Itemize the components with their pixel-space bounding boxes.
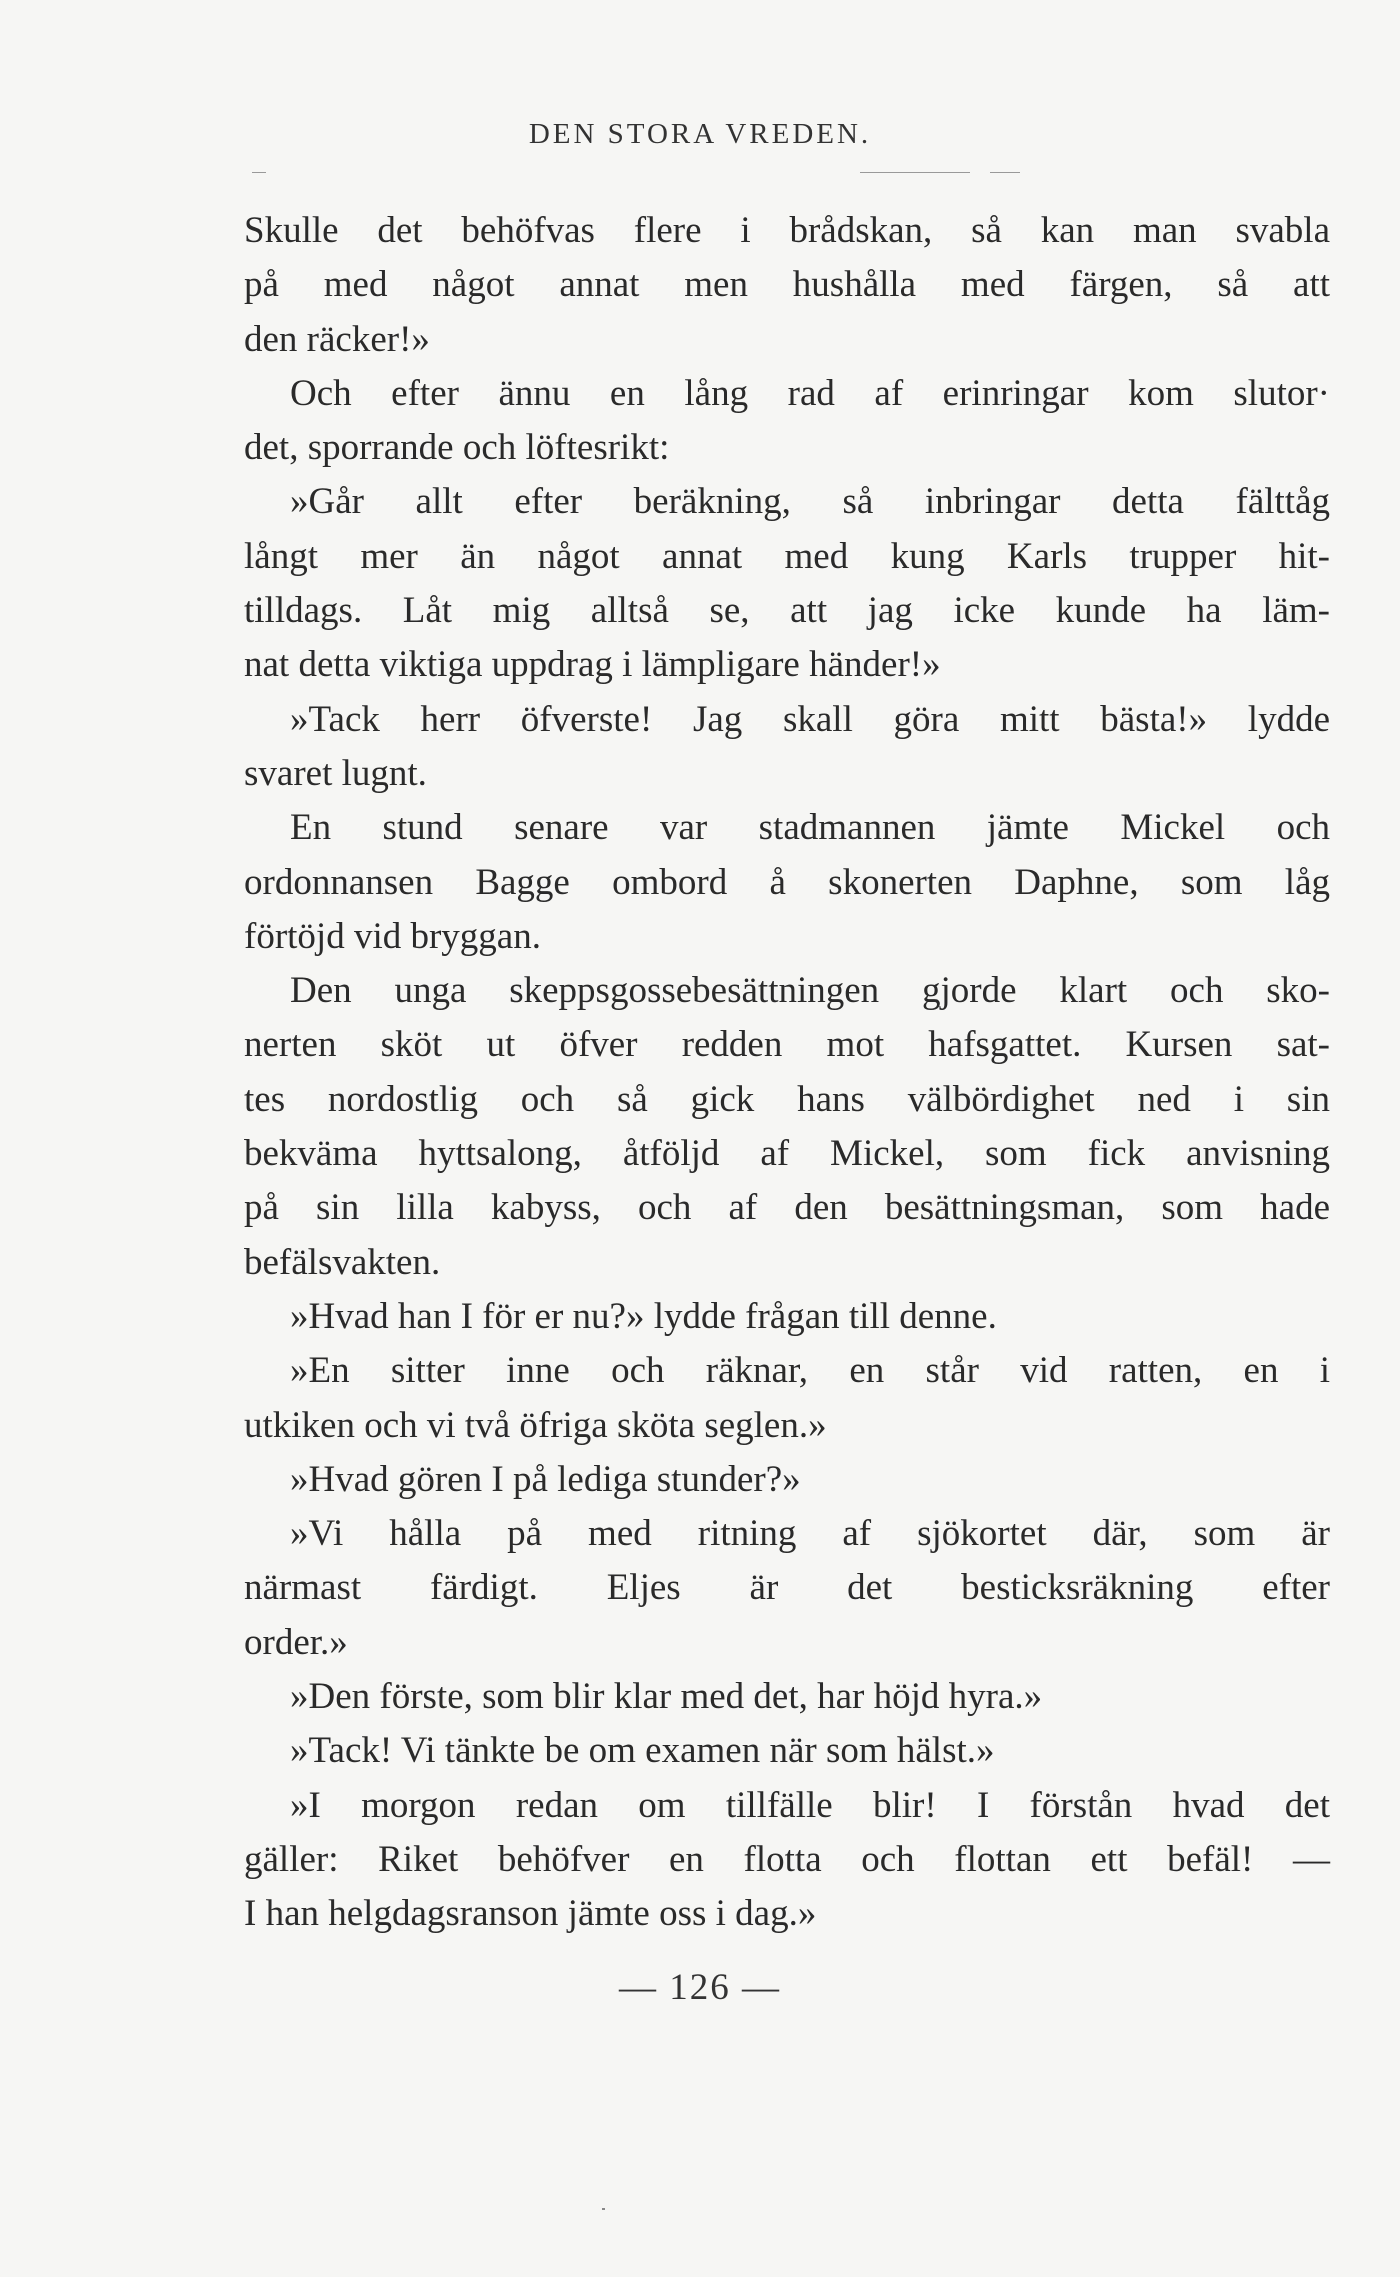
text-line: den räcker!» [244,318,430,360]
body-text [244,204,1330,1942]
text-line: Den unga skeppsgossebesättningen gjorde klart och sko- [290,970,1330,1012]
text-line: bekväma hyttsalong, åtföljd af Mickel, som fick anvisning [244,1133,1330,1175]
text-line: förtöjd vid bryggan. [244,915,541,957]
text-line: på med något annat men hushålla med färgen, så att [244,264,1330,306]
text-line: svaret lugnt. [244,752,427,794]
text-line: order.» [244,1621,348,1663]
text-line: tes nordostlig och så gick hans välbördighet ned i sin [244,1078,1330,1120]
text-line: »I morgon redan om tillfälle blir! I förstån hvad det [290,1784,1330,1826]
text-line: »Tack herr öfverste! Jag skall göra mitt bästa!» lydde [290,698,1330,740]
text-line: utkiken och vi två öfriga sköta seglen.» [244,1404,827,1446]
text-line: I han helgdagsranson jämte oss i dag.» [244,1893,817,1935]
text-line: närmast färdigt. Eljes är det besticksräkning efter [244,1567,1330,1609]
text-line: Skulle det behöfvas flere i brådskan, så kan man svabla [244,210,1330,251]
text-line: nat detta viktiga uppdrag i lämpligare händer!» [244,644,941,686]
header-rule-short [990,172,1020,173]
text-line: »En sitter inne och räknar, en står vid ratten, en i [290,1350,1330,1392]
header-rule-dash [252,172,266,173]
text-line: »Hvad gören I på lediga stunder?» [290,1458,801,1500]
text-line: Och efter ännu en lång rad af erinringar kom slutor· [290,372,1330,414]
text-line: »Den förste, som blir klar med det, har höjd hyra.» [290,1676,1043,1718]
print-speck [602,2208,605,2210]
text-line: befälsvakten. [244,1241,441,1283]
text-line: ordonnansen Bagge ombord å skonerten Daphne, som låg [244,861,1330,903]
running-head: DEN STORA VREDEN. [528,118,872,150]
text-line: tilldags. Låt mig alltså se, att jag icke kunde ha läm- [244,590,1330,632]
header-rule [860,172,970,173]
text-line: gäller: Riket behöfver en flotta och flottan ett befäl! — [244,1838,1330,1880]
text-line: »Tack! Vi tänkte be om examen när som hälst.» [290,1730,995,1772]
text-line: En stund senare var stadmannen jämte Mickel och [290,807,1330,849]
text-line: nerten sköt ut öfver redden mot hafsgattet. Kursen sat- [244,1024,1330,1066]
text-line: »Vi hålla på med ritning af sjökortet där, som är [290,1513,1330,1555]
text-line: långt mer än något annat med kung Karls trupper hit- [244,535,1330,577]
text-line: »Går allt efter beräkning, så inbringar detta fälttåg [290,481,1330,523]
text-line: »Hvad han I för er nu?» lydde frågan till denne. [290,1295,997,1337]
text-line: på sin lilla kabyss, och af den besättningsman, som hade [244,1187,1330,1229]
page-number: — 126 — [619,1967,781,2008]
text-line: det, sporrande och löftesrikt: [244,427,670,469]
